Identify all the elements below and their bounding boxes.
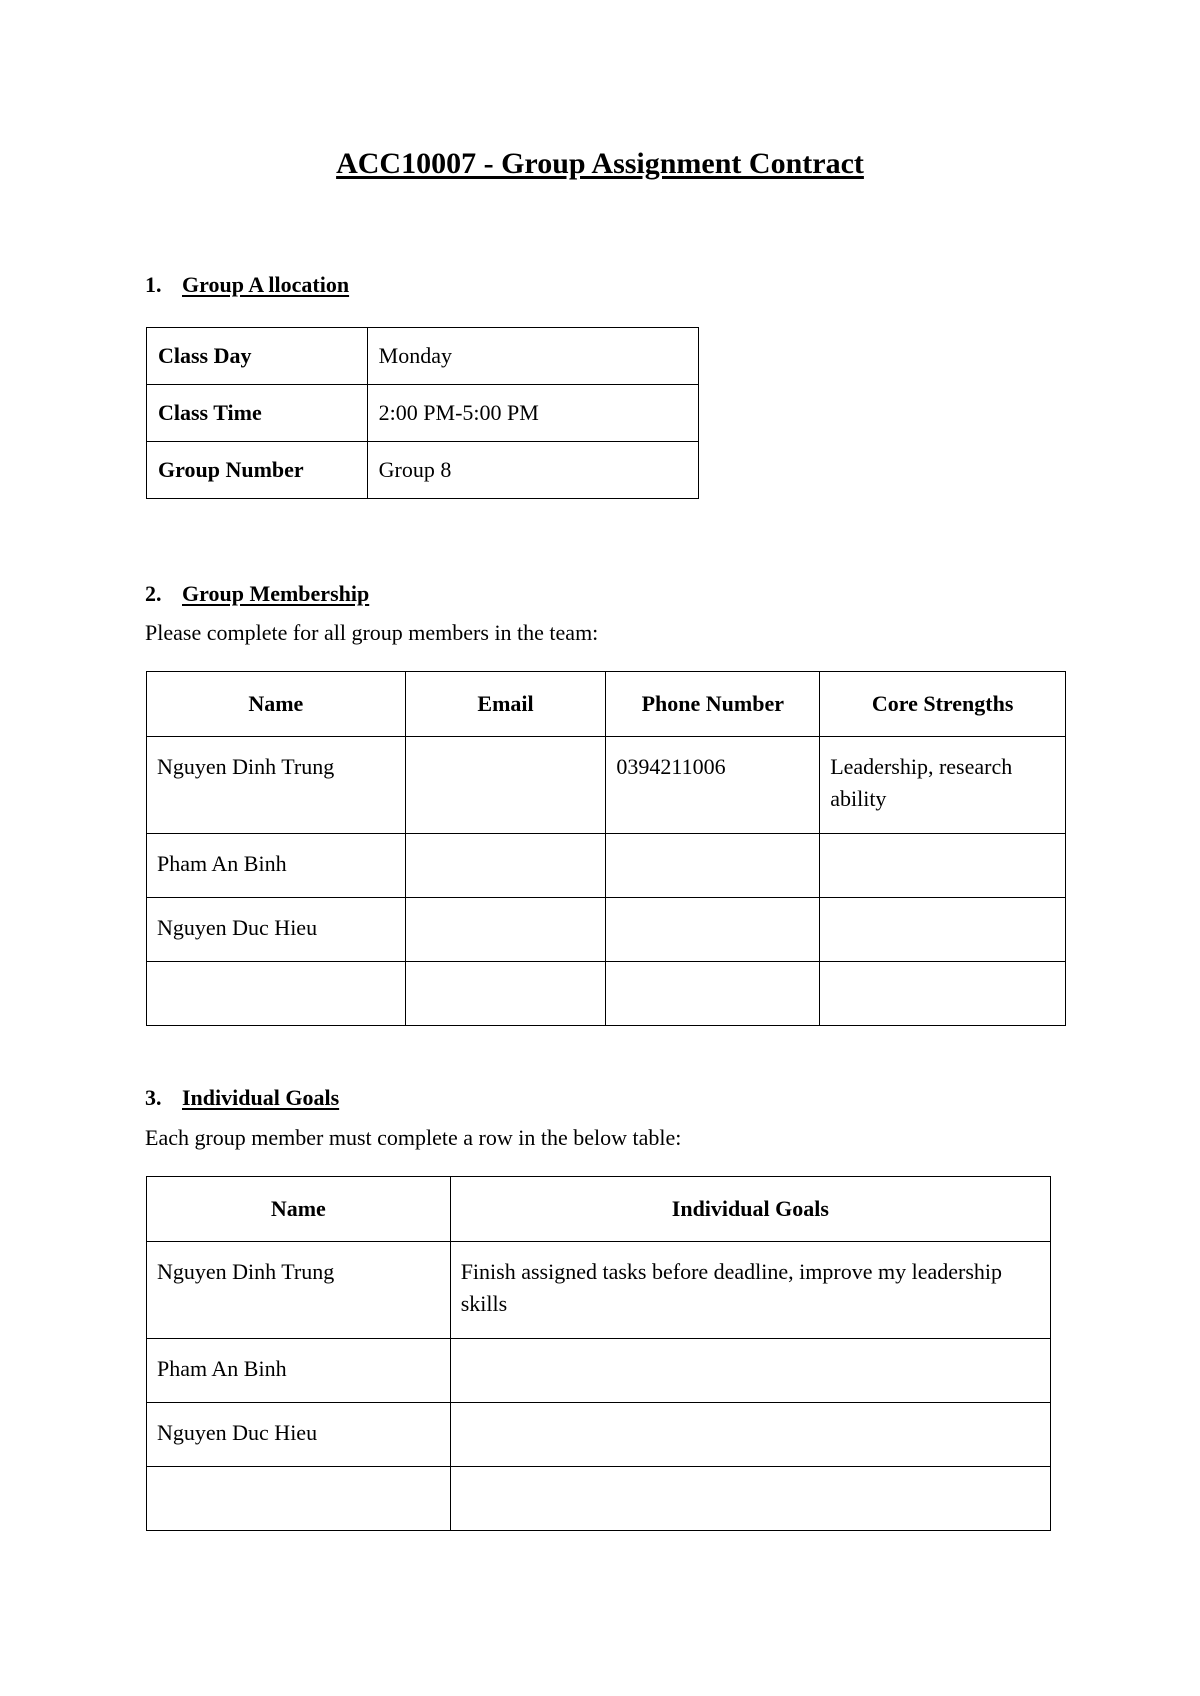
table-cell: Monday: [367, 328, 698, 385]
table-row: [147, 737, 1066, 834]
column-header: Individual Goals: [450, 1177, 1050, 1242]
table-cell: [450, 1403, 1050, 1467]
column-header: Phone Number: [606, 672, 820, 737]
table-row: [147, 442, 699, 499]
table-row: [147, 1339, 1051, 1403]
table-header-row: [147, 1177, 1051, 1242]
table-cell: Nguyen Duc Hieu: [147, 1403, 451, 1467]
section-number: 2.: [145, 581, 162, 606]
table-cell: [820, 962, 1066, 1026]
table-row: [147, 834, 1066, 898]
column-header: Core Strengths: [820, 672, 1066, 737]
table-cell: Nguyen Duc Hieu: [147, 898, 406, 962]
section-intro: Please complete for all group members in the team:: [145, 620, 599, 645]
table-cell: Class Time: [147, 385, 368, 442]
table-cell: Finish assigned tasks before deadline, improve my leadership skills: [450, 1242, 1050, 1339]
table-cell: Pham An Binh: [147, 1339, 451, 1403]
page-title: ACC10007 - Group Assignment Contract: [336, 147, 864, 180]
table-cell: [606, 834, 820, 898]
table-cell: [405, 834, 606, 898]
table-cell: Class Day: [147, 328, 368, 385]
section-label: Group Membership: [182, 581, 370, 606]
table-row: [147, 1467, 1051, 1531]
table-cell: [147, 1467, 451, 1531]
column-header: Name: [147, 1177, 451, 1242]
table-cell: Pham An Binh: [147, 834, 406, 898]
table-cell: [820, 898, 1066, 962]
table-row: [147, 1242, 1051, 1339]
table-cell: Group Number: [147, 442, 368, 499]
table-cell: [450, 1339, 1050, 1403]
table-cell: [405, 737, 606, 834]
section-heading-goals: [145, 1085, 339, 1111]
section-number: 3.: [145, 1085, 162, 1110]
goals-table: [146, 1176, 1051, 1531]
table-cell: [405, 962, 606, 1026]
table-header-row: [147, 672, 1066, 737]
section-number: 1.: [145, 272, 162, 297]
table-cell: [450, 1467, 1050, 1531]
allocation-table: [146, 327, 699, 499]
table-row: [147, 385, 699, 442]
table-cell: 0394211006: [606, 737, 820, 834]
table-cell: [820, 834, 1066, 898]
table-row: [147, 898, 1066, 962]
section-heading-allocation: [145, 272, 349, 298]
column-header: Email: [405, 672, 606, 737]
table-cell: Nguyen Dinh Trung: [147, 737, 406, 834]
table-cell: [606, 898, 820, 962]
table-cell: [147, 962, 406, 1026]
table-cell: [606, 962, 820, 1026]
section-label: Individual Goals: [182, 1085, 340, 1110]
section-intro: Each group member must complete a row in the below table:: [145, 1125, 682, 1150]
table-row: [147, 1403, 1051, 1467]
membership-table: [146, 671, 1066, 1026]
table-cell: [405, 898, 606, 962]
table-cell: Leadership, research ability: [820, 737, 1066, 834]
table-cell: Group 8: [367, 442, 698, 499]
section-heading-membership: [145, 581, 369, 607]
table-row: [147, 328, 699, 385]
table-cell: 2:00 PM-5:00 PM: [367, 385, 698, 442]
section-label: Group A llocation: [182, 272, 350, 297]
table-row: [147, 962, 1066, 1026]
column-header: Name: [147, 672, 406, 737]
table-cell: Nguyen Dinh Trung: [147, 1242, 451, 1339]
